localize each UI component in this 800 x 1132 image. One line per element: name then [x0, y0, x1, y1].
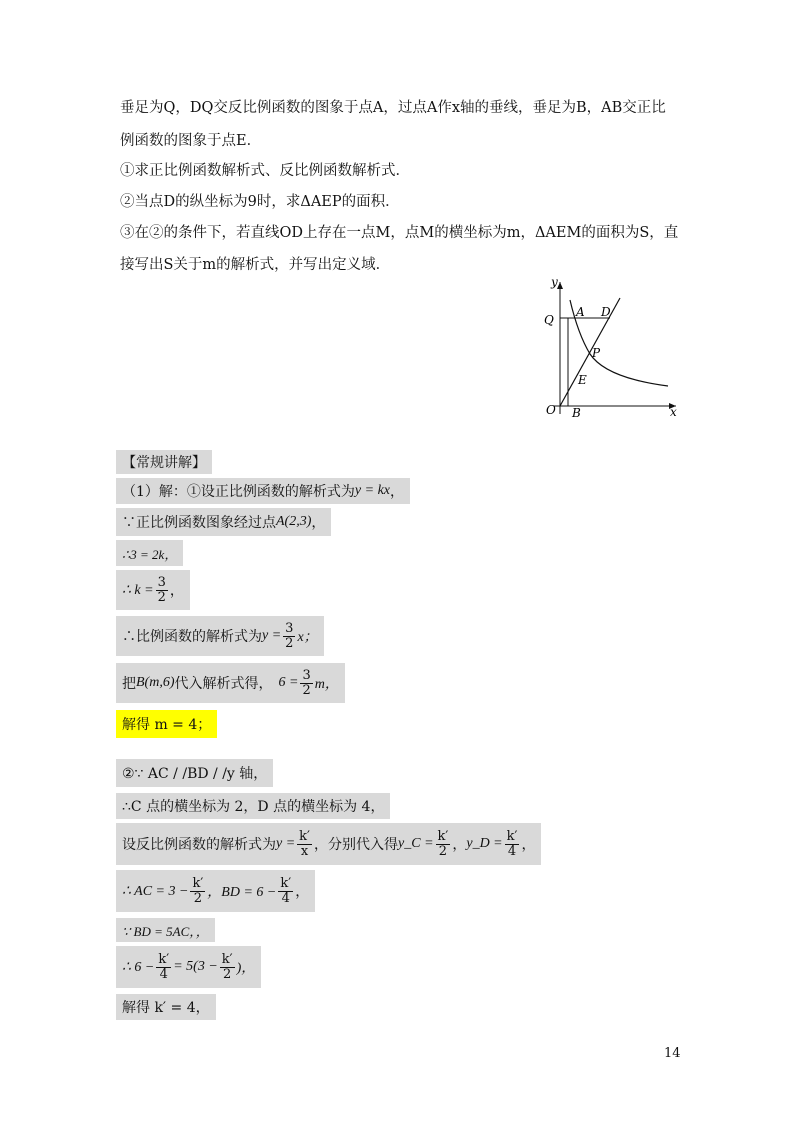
fraction-numerator: k′ [192, 875, 204, 891]
step-14-text: 解得 k′ = 4， [122, 1000, 210, 1016]
solution-header [116, 450, 212, 474]
step-3-text: ∴3 = 2k， [122, 546, 178, 562]
step-10-yd: y_D = [466, 836, 503, 851]
step-13-fraction-b [220, 953, 235, 982]
fraction-denominator: 4 [281, 890, 290, 906]
step-6-expr: B(m,6) [136, 675, 175, 690]
step-10-yc: y_C = [398, 836, 434, 851]
fraction-denominator: 2 [438, 843, 448, 859]
step-2-suffix: ， [311, 515, 326, 531]
fraction-numerator: k′ [221, 951, 233, 967]
fraction-denominator: 2 [157, 589, 166, 605]
solution-step-6 [116, 663, 345, 703]
step-10-fraction [297, 830, 312, 859]
label-y: y [551, 275, 558, 289]
label-p: P [592, 346, 601, 360]
step-10-fraction-c [436, 830, 451, 859]
step-2-expr: A(2,3) [276, 514, 312, 529]
problem-line-2: 例函数的图象于点E． [120, 133, 262, 149]
page-number: 14 [664, 1046, 681, 1061]
step-9-text: ∴C 点的横坐标为 2，D 点的横坐标为 4， [122, 799, 385, 815]
solution-step-12 [116, 918, 215, 942]
solution-step-7-highlighted [116, 710, 217, 738]
fraction-numerator: 3 [285, 620, 294, 636]
step-7-text: 解得 m = 4； [122, 717, 212, 733]
fraction-numerator: k′ [299, 828, 311, 844]
step-13-mid: = 5(3 − [173, 959, 218, 974]
step-11-ac: ∴ AC = 3 − [122, 883, 189, 899]
function-graph-figure [538, 274, 682, 420]
step-6-prefix: 把 [122, 676, 136, 692]
step-1-suffix: ， [390, 484, 404, 500]
step-1-expr: y = kx [354, 483, 390, 498]
step-1-prefix: （1）解：①设正比例函数的解析式为 [122, 484, 355, 500]
problem-line-1: 垂足为Q，DQ交反比例函数的图象于点A，过点A作x轴的垂线，垂足为B，AB交正比 [120, 100, 666, 116]
step-13-suffix: )， [236, 961, 256, 976]
solution-step-14 [116, 994, 216, 1020]
label-d: D [601, 305, 611, 319]
line-od [560, 298, 620, 406]
solution-step-1 [116, 478, 410, 504]
step-11-fraction-b [278, 877, 293, 906]
step-5-lhs: y = [262, 628, 282, 643]
step-11-suffix: ， [295, 884, 310, 900]
step-8-text: ②∵ AC / /BD / /y 轴， [122, 766, 268, 782]
step-4-fraction [156, 576, 168, 605]
solution-header-text: 【常规讲解】 [122, 455, 206, 471]
label-b: B [572, 406, 581, 420]
fraction-numerator: k′ [158, 951, 170, 967]
step-13-lhs: ∴ 6 − [122, 959, 155, 975]
fraction-denominator: x [300, 843, 309, 859]
solution-step-8 [116, 759, 273, 787]
y-axis-arrow [557, 282, 563, 289]
fraction-denominator: 2 [223, 966, 232, 982]
fraction-numerator: k′ [506, 828, 518, 844]
step-11-bd: ，BD = 6 − [207, 885, 277, 900]
fraction-denominator: 4 [159, 966, 168, 982]
fraction-denominator: 2 [302, 682, 311, 698]
step-12-text: ∵ BD = 5AC，， [122, 923, 209, 939]
fraction-numerator: k′ [437, 828, 449, 844]
solution-step-11 [116, 870, 315, 912]
step-6-lhs: 6 = [278, 675, 299, 690]
step-13-fraction-a [156, 953, 171, 982]
solution-step-13 [116, 946, 261, 988]
fraction-denominator: 2 [285, 635, 294, 651]
step-6-suffix: m， [314, 677, 339, 692]
fraction-numerator: 3 [302, 667, 311, 683]
solution-step-5 [116, 616, 324, 656]
label-a: A [576, 305, 585, 319]
fraction-denominator: 2 [193, 890, 203, 906]
label-q: Q [544, 313, 554, 327]
question-3-line-1: ③在②的条件下，若直线OD上存在一点M，点M的横坐标为m，ΔAEM的面积为S，直 [120, 225, 679, 241]
step-10-mid: ，分别代入得 [314, 837, 399, 853]
solution-step-10 [116, 823, 541, 865]
step-5-fraction [283, 622, 295, 651]
label-x: x [670, 405, 677, 419]
step-5-prefix: ∴比例函数的解析式为 [122, 629, 262, 645]
step-6-fraction [300, 669, 312, 698]
step-11-fraction-a [190, 877, 205, 906]
label-o: O [546, 403, 556, 417]
step-6-mid: 代入解析式得， [174, 676, 273, 692]
step-4-suffix: ， [169, 583, 184, 599]
question-1: ①求正比例函数解析式、反比例函数解析式． [120, 163, 410, 179]
question-2: ②当点D的纵坐标为9时，求ΔAEP的面积． [120, 194, 400, 210]
step-10-lhs: y = [276, 836, 296, 851]
step-10-prefix: 设反比例函数的解析式为 [122, 837, 276, 853]
fraction-denominator: 4 [507, 843, 517, 859]
step-2-prefix: ∵正比例函数图象经过点 [122, 515, 276, 531]
step-4-prefix: ∴ k = [122, 582, 154, 598]
solution-step-9 [116, 793, 390, 819]
fraction-numerator: k′ [280, 875, 292, 891]
question-3-line-2: 接写出S关于m的解析式，并写出定义域． [120, 257, 391, 273]
solution-step-3 [116, 540, 183, 566]
step-5-suffix: x； [297, 630, 318, 645]
solution-step-2 [116, 508, 331, 536]
step-10-fraction-d [505, 830, 520, 859]
step-10-comma: ， [452, 837, 467, 853]
fraction-numerator: 3 [157, 574, 166, 590]
step-10-suffix: ， [521, 837, 536, 853]
solution-step-4 [116, 570, 190, 610]
label-e: E [578, 373, 587, 387]
